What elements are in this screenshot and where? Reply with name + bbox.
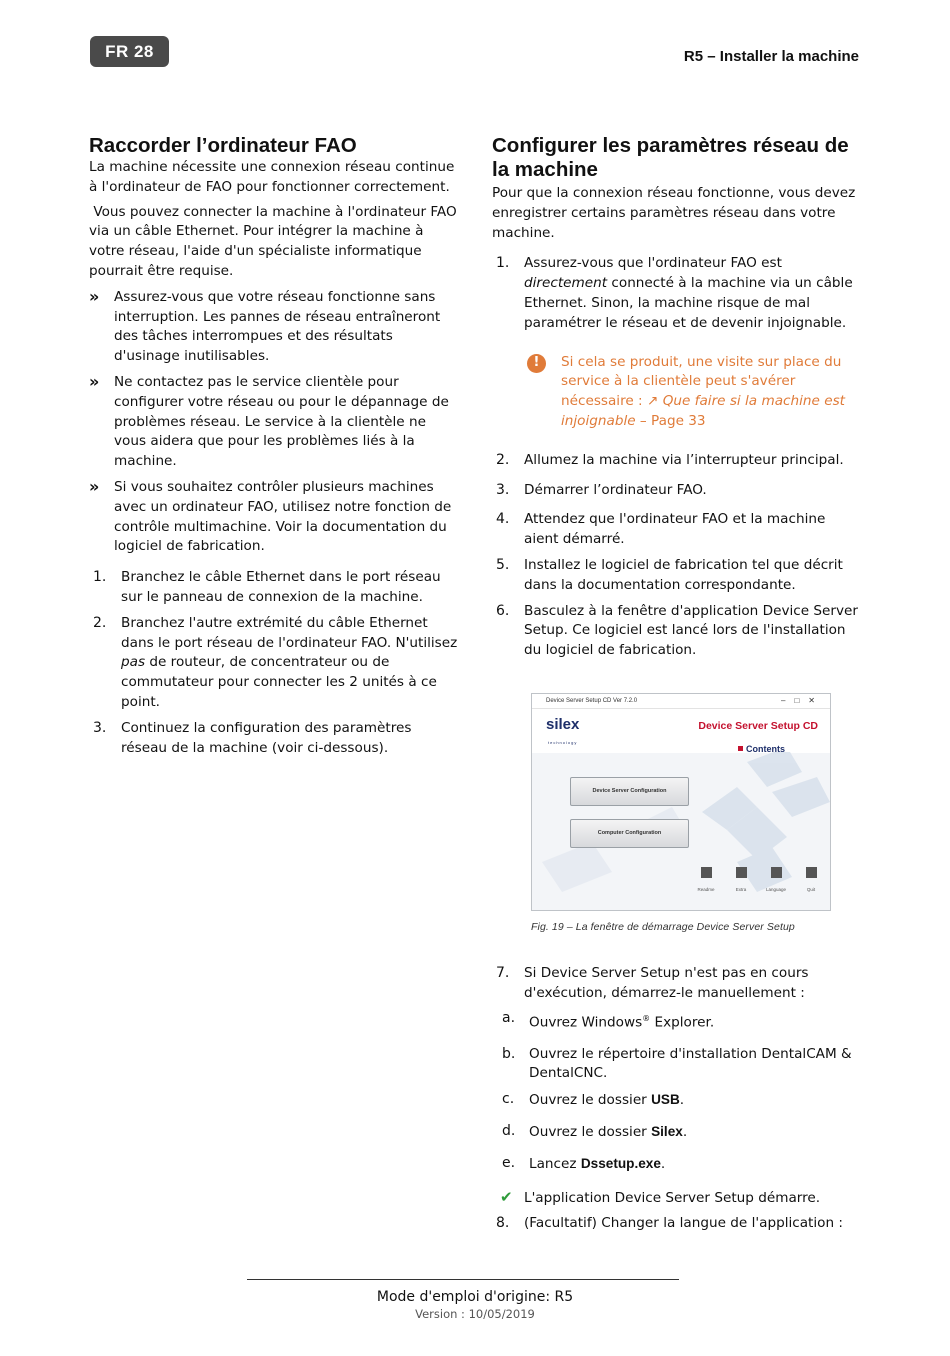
step-text: Branchez le câble Ethernet dans le port réseau sur le panneau de connexion de la machine. <box>121 569 441 605</box>
step-text: Basculez à la fenêtre d'application Device Server Setup. Ce logiciel est lancé lors de l'installation du logiciel de fabrication. <box>524 602 858 659</box>
sub-step-item <box>492 1122 858 1143</box>
sub-step-letter: c. <box>502 1091 515 1108</box>
sub-step-text: Lancez <box>529 1155 581 1172</box>
footer-version: Version : 10/05/2019 <box>415 1307 535 1321</box>
bullet-text: Ne contactez pas le service clientèle pour configurer votre réseau ou pour le dépannage de problèmes réseau. Le service à la clientèle ne vous aidera que pour les problèmes liés à la machine. <box>114 373 449 470</box>
step-text: Attendez que l'ordinateur FAO et la machine aient démarré. <box>524 511 826 548</box>
chevron-icon: » <box>89 371 100 391</box>
sub-step-item <box>492 1154 858 1175</box>
screenshot-icon-bar <box>695 867 822 900</box>
screenshot-window-title: Device Server Setup CD Ver 7.2.0 <box>546 697 638 704</box>
warning-link[interactable]: Que faire si la machine est injoignable <box>561 393 845 429</box>
step-number: 3. <box>93 719 107 736</box>
step-text: de routeur, de concentrateur ou de commutateur pour connecter les 2 unités à ce point. <box>121 654 437 710</box>
sub-step-text: . <box>660 1155 666 1172</box>
step-text: Assurez-vous que l'ordinateur FAO est <box>524 255 782 272</box>
bullet-item <box>89 478 459 557</box>
registered-mark: ® <box>642 1014 651 1024</box>
step-item <box>89 614 459 713</box>
step-text: connecté à la machine via un câble Ethernet. Sinon, la machine risque de mal paramétrer le réseau et de devenir injoignable. <box>524 275 853 331</box>
step-text: Démarrer l’ordinateur FAO. <box>524 481 707 498</box>
step-emphasis: pas <box>121 654 146 671</box>
step-item <box>89 568 459 608</box>
step-item <box>492 481 858 501</box>
network-intro: Pour que la connexion réseau fonctionne, vous devez enregistrer certains paramètres réseau dans votre machine. <box>492 185 856 241</box>
language-label: Language <box>765 887 787 893</box>
footer-manual-title: Mode d'emploi d'origine: R5 <box>376 1289 574 1305</box>
folder-name: USB <box>651 1092 680 1108</box>
sub-step-text: Explorer. <box>650 1014 715 1031</box>
step-emphasis: directement <box>524 275 608 292</box>
bullet-text: Assurez-vous que votre réseau fonctionne sans interruption. Les pannes de réseau entraîneront des tâches interrompues et des résultats d'usinage inutilisables. <box>114 288 441 365</box>
step-text: Installez le logiciel de fabrication tel que décrit dans la documentation correspondante. <box>524 556 843 593</box>
step-text: Si Device Server Setup n'est pas en cours d'exécution, démarrez-le manuellement : <box>524 964 809 1001</box>
result-text: L'application Device Server Setup démarre. <box>524 1189 821 1206</box>
warning-note <box>492 353 858 432</box>
step-item <box>492 451 858 471</box>
language-icon <box>771 867 782 878</box>
sub-step-text: Ouvrez Windows <box>529 1014 643 1031</box>
sub-step-letter: b. <box>502 1045 516 1062</box>
external-link-icon: ↗ <box>646 393 659 410</box>
bullet-item <box>89 288 459 367</box>
result-item <box>492 1189 858 1209</box>
extra-label: Extra <box>735 887 747 893</box>
contents-text: Contents <box>746 743 785 754</box>
screenshot-app-title: Device Server Setup CD <box>698 719 818 732</box>
step-number: 8. <box>496 1215 510 1232</box>
quit-icon <box>806 867 817 878</box>
step-text: (Facultatif) Changer la langue de l'application : <box>524 1215 843 1232</box>
step-text: Branchez l'autre extrémité du câble Ethernet dans le port réseau de l'ordinateur FAO. N'utilisez <box>121 614 458 651</box>
contents-icon <box>738 746 743 751</box>
step-number: 5. <box>496 556 510 573</box>
figure-caption: Fig. 19 – La fenêtre de démarrage Device Server Setup <box>531 920 795 933</box>
sub-step-item <box>492 1090 858 1111</box>
executable-name: Dssetup.exe <box>580 1155 661 1171</box>
step-item <box>492 510 858 550</box>
readme-button[interactable] <box>695 867 717 900</box>
step-item <box>492 964 858 1004</box>
quit-button[interactable] <box>800 867 822 900</box>
sub-step-letter: e. <box>502 1154 516 1171</box>
step-number: 7. <box>496 964 510 981</box>
step-item <box>492 1214 858 1234</box>
language-button[interactable] <box>765 867 787 900</box>
step-number: 4. <box>496 511 510 528</box>
heading-connect-cam: Raccorder l’ordinateur FAO <box>89 134 357 157</box>
left-column <box>89 134 462 758</box>
footer-divider <box>247 1279 679 1280</box>
bullet-item <box>89 373 459 472</box>
sub-step-text: Ouvrez le dossier <box>529 1124 652 1141</box>
extra-button[interactable] <box>730 867 752 900</box>
step-number: 1. <box>93 569 107 586</box>
step-number: 3. <box>496 481 510 498</box>
page-reference: – Page 33 <box>635 412 706 429</box>
window-controls-icon: –□✕ <box>781 695 824 705</box>
chevron-icon: » <box>89 476 100 496</box>
warning-icon: ! <box>527 354 546 373</box>
sub-step-text: Ouvrez le répertoire d'installation DentalCAM & DentalCNC. <box>529 1045 852 1082</box>
step-item <box>89 719 459 759</box>
bullet-text: Si vous souhaitez contrôler plusieurs machines avec un ordinateur FAO, utilisez notre fonction de contrôle multimachine. Voir la documentation du logiciel de fabrication. <box>114 478 452 555</box>
sub-step-letter: d. <box>502 1123 516 1140</box>
step-number: 1. <box>496 255 510 272</box>
section-title: R5 – Installer la machine <box>683 48 859 65</box>
warning-text: Si cela se produit, une visite sur place du service à la clientèle peut s'avérer nécessaire : <box>561 353 842 410</box>
sub-step-item <box>492 1009 858 1033</box>
quit-label: Quit <box>806 887 816 893</box>
silex-logo-subtitle: technology <box>548 739 578 745</box>
folder-name: Silex <box>651 1124 683 1140</box>
step-text: Continuez la configuration des paramètres réseau de la machine (voir ci-dessous). <box>121 719 412 756</box>
silex-logo: silex <box>546 715 580 733</box>
step-number: 2. <box>93 614 107 631</box>
screenshot-header <box>532 709 830 753</box>
ethernet-paragraph: Vous pouvez connecter la machine à l'ordinateur FAO via un câble Ethernet. Pour intégrer la machine à votre réseau, l'aide d'un spécialiste informatique pourrait être requise. <box>89 203 462 279</box>
readme-label: Readme <box>697 887 715 893</box>
sub-step-text: . <box>679 1092 685 1109</box>
chevron-icon: » <box>89 286 100 306</box>
step-item <box>492 556 858 596</box>
device-server-setup-screenshot <box>531 693 831 911</box>
device-server-configuration-button[interactable]: Device Server Configuration <box>570 777 689 806</box>
sub-step-item <box>492 1045 858 1085</box>
page-number-badge: FR 28 <box>90 36 169 67</box>
step-text: Allumez la machine via l’interrupteur principal. <box>524 451 844 468</box>
sub-step-letter: a. <box>502 1010 516 1027</box>
screenshot-titlebar <box>532 694 830 709</box>
checkmark-icon: ✔ <box>500 1187 513 1206</box>
sub-step-text: Ouvrez le dossier <box>529 1092 652 1109</box>
intro-paragraph: La machine nécessite une connexion réseau continue à l'ordinateur de FAO pour fonctionner correctement. <box>89 159 455 195</box>
step-item <box>492 254 858 333</box>
extra-icon <box>736 867 747 878</box>
step-number: 6. <box>496 602 510 619</box>
heading-network-settings: Configurer les paramètres réseau de la machine <box>492 134 849 181</box>
step-item <box>492 602 858 661</box>
computer-configuration-button[interactable]: Computer Configuration <box>570 819 689 848</box>
readme-icon <box>701 867 712 878</box>
step-number: 2. <box>496 451 510 468</box>
sub-step-text: . <box>682 1124 688 1141</box>
right-column <box>492 134 858 1234</box>
